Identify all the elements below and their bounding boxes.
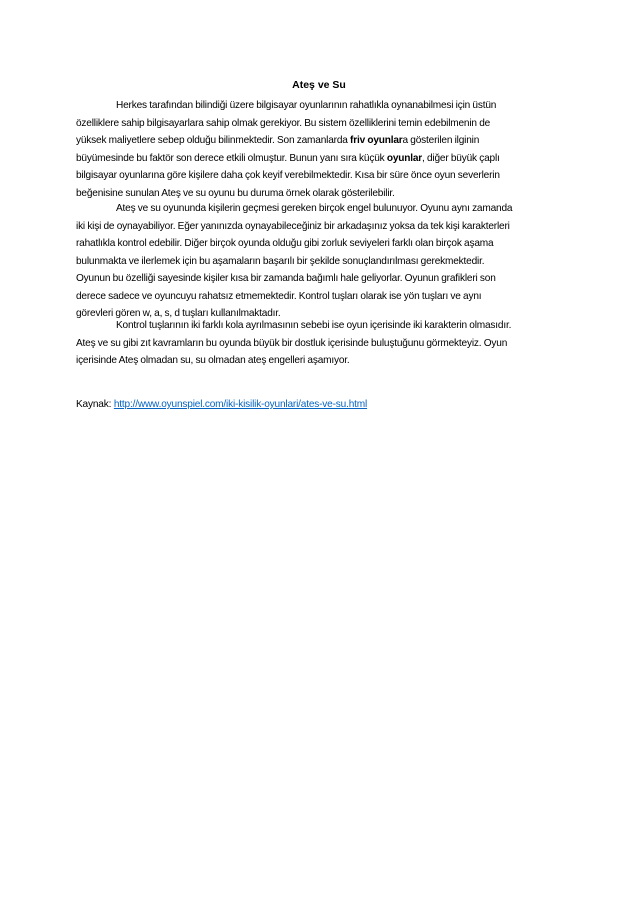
paragraph-1-line-3 — [76, 132, 564, 150]
paragraph-1-line-3-tail: a gösterilen ilginin — [402, 135, 480, 146]
paragraph-1-line-5: bilgisayar oyunlarına göre kişilere daha çok keyif verebilmektedir. Kısa bir süre önce oyun severlerin — [76, 170, 500, 181]
paragraph-2-line-4: bulunmakta ve ilerlemek için bu aşamaların başarılı bir şekilde sonuçlandırılması gerekmektedir. — [76, 255, 485, 267]
paragraph-3 — [76, 317, 564, 370]
bold-keyword-friv-oyunlar: friv oyunlar — [350, 135, 403, 146]
paragraph-2-line-2: iki kişi de oynayabiliyor. Eğer yanınızda oynayabileceğiniz bir arkadaşınız yoksa da tek kişi karakterleri — [76, 220, 510, 232]
paragraph-2-line-3: rahatlıkla kontrol edebilir. Diğer birçok oyunda olduğu gibi zorluk seviyeleri farklı olan birçok aşama — [76, 238, 494, 249]
paragraph-1-line-2: özelliklere sahip bilgisayarlara sahip olmak gerekiyor. Bu sistem özelliklerini temin edebilmenin de — [76, 117, 491, 129]
paragraph-1-line-4-tail: , diğer büyük çaplı — [422, 152, 500, 164]
paragraph-1 — [76, 97, 564, 202]
paragraph-1-line-4 — [76, 150, 564, 168]
document-title: Ateş ve Su — [292, 79, 346, 91]
source-citation — [76, 396, 367, 414]
paragraph-3-line-3: içerisinde Ateş olmadan su, su olmadan ateş engelleri aşamıyor. — [76, 355, 350, 366]
paragraph-2-line-7: görevleri gören w, a, s, d tuşları kullanılmaktadır. — [76, 308, 281, 319]
source-label: Kaynak: — [76, 399, 114, 410]
paragraph-2-line-6: derece sadece ve oyuncuyu rahatsız etmemektedir. Kontrol tuşları olarak ise yön tuşları ve aynı — [76, 290, 482, 302]
paragraph-1-line-6: beğenisine sunulan Ateş ve su oyunu bu duruma örnek olarak gösterilebilir. — [76, 187, 395, 199]
paragraph-1-line-3-text: yüksek maliyetlere sebep olduğu bilinmektedir. Son zamanlarda — [76, 135, 351, 146]
paragraph-3-line-1: Kontrol tuşlarının iki farklı kola ayrılmasının sebebi ise oyun içerisinde iki karakterin olmasıdır. — [116, 320, 512, 331]
paragraph-2-line-1: Ateş ve su oyununda kişilerin geçmesi gereken birçok engel bulunuyor. Oyunu aynı zamanda — [116, 203, 513, 214]
paragraph-1-line-1: Herkes tarafından bilindiği üzere bilgisayar oyunlarının rahatlıkla oynanabilmesi için üstün — [116, 100, 497, 111]
source-link[interactable]: http://www.oyunspiel.com/iki-kisilik-oyunlari/ates-ve-su.html — [113, 399, 368, 410]
paragraph-3-line-2: Ateş ve su gibi zıt kavramların bu oyunda büyük bir dostluk içerisinde buluştuğunu görmekteyiz. Oyun — [76, 337, 508, 349]
paragraph-1-line-4-text: büyümesinde bu faktör son derece etkili olmuştur. Bunun yanı sıra küçük — [76, 152, 387, 164]
bold-keyword-oyunlar: oyunlar — [386, 152, 423, 164]
paragraph-2-line-5: Oyunun bu özelliği sayesinde kişiler kısa bir zamanda bağımlı hale geliyorlar. Oyunun grafikleri son — [76, 273, 496, 284]
paragraph-2 — [76, 200, 564, 323]
